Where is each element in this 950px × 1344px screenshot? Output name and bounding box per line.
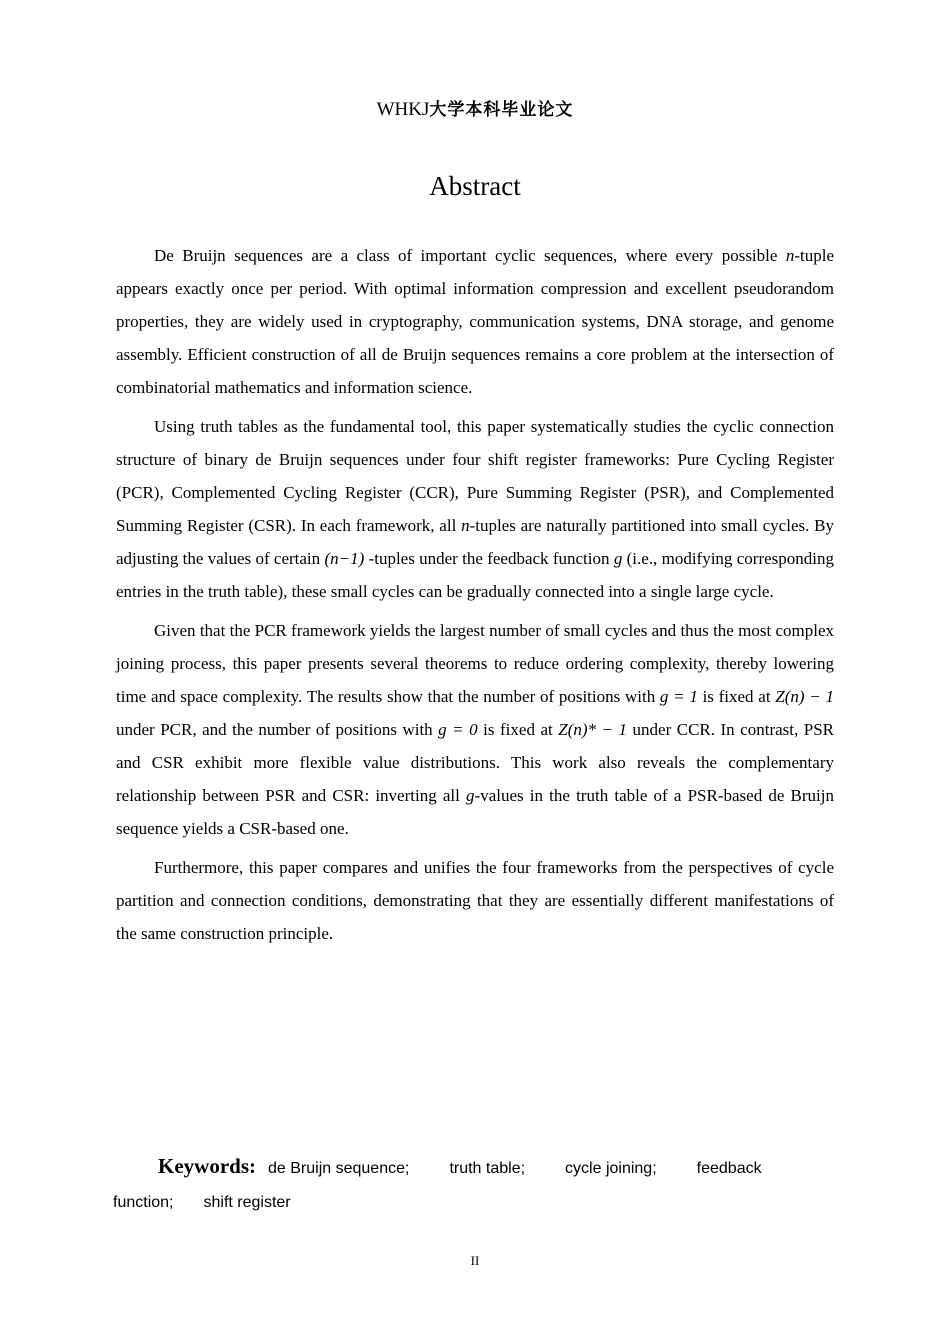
text-run: under PCR, and the number of positions with (116, 720, 439, 739)
header-university-en: WHKJ (376, 99, 430, 120)
paragraph-3 (116, 614, 834, 845)
keyword-item: feedback (696, 1160, 762, 1177)
paragraph-1 (116, 239, 834, 404)
text-run: -tuple appears exactly once per period. With optimal information compression and excellent pseudorandom properties, they are widely used in cryptography, communication systems, DNA storage, and genome assembly. Efficient construction of all de Bruijn sequences remains a core problem at the intersection of combinatorial mathematics and information science. (116, 246, 834, 397)
math-expression: (n−1) (324, 549, 365, 568)
keywords-label: Keywords: (158, 1154, 256, 1178)
text-run: is fixed at (477, 720, 559, 739)
keyword-item: shift register (203, 1194, 291, 1211)
math-var: g (466, 786, 475, 805)
keyword-item: cycle joining; (565, 1160, 657, 1177)
text-run: Furthermore, this paper compares and unifies the four frameworks from the perspectives of cycle partition and connection conditions, demonstrating that they are essentially different manifestations of the same construction principle. (116, 858, 834, 943)
keywords-row (113, 1186, 835, 1220)
keyword-item: de Bruijn sequence; (268, 1160, 410, 1177)
math-var: g (613, 549, 623, 568)
text-run: is fixed at (697, 687, 776, 706)
keyword-item: function; (113, 1194, 174, 1211)
text-run: Given that the PCR framework yields the largest number of small cycles and thus the most complex joining process, this paper presents several theorems to reduce ordering complexity, thereby lowering time and space complexity. The results show that the number of positions with (116, 621, 834, 706)
math-expression: g = 0 (438, 720, 478, 739)
text-run: -tuples are naturally partitioned into small cycles. By adjusting the values of certain (116, 516, 834, 568)
keywords-row (113, 1149, 835, 1186)
text-run: Using truth tables as the fundamental tool, this paper systematically studies the cyclic connection structure of binary de Bruijn sequences under four shift register frameworks: Pure Cycling Register (PCR), Complemented Cycling Register (CCR), Pure Summing Register (PSR), and Complemented Summing Register (CSR). In each framework, all (116, 417, 834, 535)
text-run: De Bruijn sequences are a class of important cyclic sequences, where every possible (154, 246, 786, 265)
abstract-title: Abstract (429, 171, 521, 201)
math-expression: Z(n) − 1 (775, 687, 834, 706)
abstract-body (116, 239, 834, 956)
text-run: (i.e., modifying corresponding entries in the truth table), these small cycles can be gradually connected into a single large cycle. (116, 549, 834, 601)
keyword-item: truth table; (449, 1160, 526, 1177)
paragraph-2 (116, 410, 834, 608)
keywords-section (113, 1149, 835, 1220)
page-header (0, 97, 950, 123)
math-var: n (461, 516, 470, 535)
text-run: under CCR. In contrast, PSR and CSR exhibit more flexible value distributions. This work also reveals the complementary relationship between PSR and CSR: inverting all (116, 720, 834, 805)
text-run: -values in the truth table of a PSR-based de Bruijn sequence yields a CSR-based one. (116, 786, 834, 838)
math-expression: g = 1 (659, 687, 698, 706)
math-expression: Z(n)* − 1 (558, 720, 628, 739)
paragraph-4 (116, 851, 834, 950)
text-run: -tuples under the feedback function (364, 549, 614, 568)
header-university-cn: 大学本科毕业论文 (429, 100, 574, 120)
math-var: n (785, 246, 795, 265)
page-number: II (470, 1253, 480, 1268)
